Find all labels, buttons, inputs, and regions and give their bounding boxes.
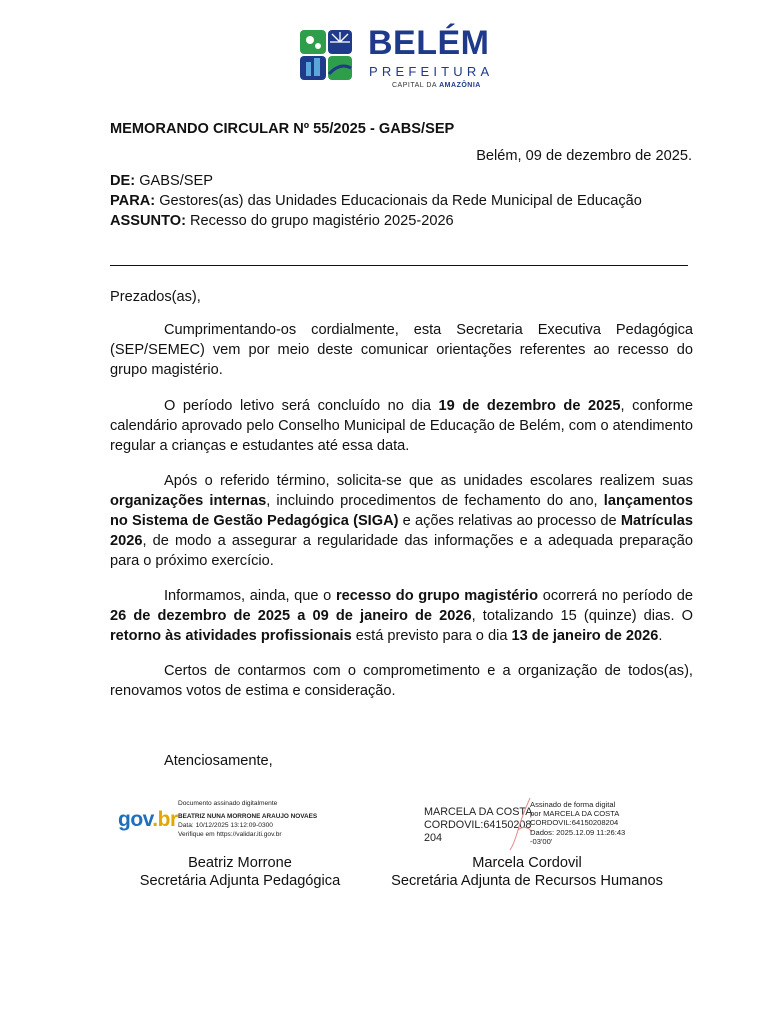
subject-line: ASSUNTO: Recesso do grupo magistério 2025-2026 (110, 213, 454, 229)
greeting: Prezados(as), (110, 289, 201, 305)
signer-1 (110, 854, 370, 890)
paragraph-3: Após o referido término, solicita-se que as unidades escolares realizem suas organizações internas, incluindo procedimentos de fechamento do ano, lançamentos no Sistema de Gestão Pedagógica (SIGA) e ações relativas ao processo de Matrículas 2026, de modo a assegurar a regularidade das informações e a adequada preparação para o próximo exercício. (110, 473, 693, 569)
digital-signature-name: MARCELA DA COSTA CORDOVIL:64150208 204 (424, 806, 533, 844)
closing: Atenciosamente, (164, 753, 273, 769)
place-date: Belém, 09 de dezembro de 2025. (476, 148, 692, 164)
letterhead-subtitle: PREFEITURA (369, 64, 494, 79)
paragraph-4: Informamos, ainda, que o recesso do grupo magistério ocorrerá no período de 26 de dezembro de 2025 a 09 de janeiro de 2026, totalizando 15 (quinze) dias. O retorno às atividades profissionais está previsto para o dia 13 de janeiro de 2026. (110, 588, 694, 644)
paragraph-1: Cumprimentando-os cordialmente, esta Secretaria Executiva Pedagógica (SEP/SEMEC) vem por meio deste comunicar orientações referentes ao recesso do grupo magistério. (110, 322, 693, 378)
letterhead-tagline: CAPITAL DA AMAZÔNIA (392, 82, 481, 89)
govbr-signature-stamp: Documento assinado digitalmente BEATRIZ NUNA MORRONE ARAUJO NOVAES Data: 10/12/2025 13:12:09-0300 Verifique em https://validar.iti.gov.br (178, 800, 318, 838)
from-line: DE: GABS/SEP (110, 173, 214, 189)
signer-2-name: Marcela Cordovil (472, 855, 582, 871)
paragraph-2: O período letivo será concluído no dia 19 de dezembro de 2025, conforme calendário aprovado pelo Conselho Municipal de Educação de Belém, com o atendimento regular a crianças e estudantes até essa data. (110, 398, 693, 454)
digital-signature-info: Assinado de forma digital por MARCELA DA COSTA CORDOVIL:64150208204 Dados: 2025.12.09 11:26:43 -03'00' (530, 800, 626, 846)
signer-1-name: Beatriz Morrone (188, 855, 292, 871)
memo-title: MEMORANDO CIRCULAR Nº 55/2025 - GABS/SEP (110, 121, 455, 137)
signer-2 (372, 854, 682, 890)
signer-1-role: Secretária Adjunta Pedagógica (139, 873, 341, 889)
signer-2-role: Secretária Adjunta de Recursos Humanos (391, 873, 663, 889)
letterhead-city: BELÉM (368, 24, 490, 62)
govbr-logo: gov.br (118, 808, 178, 831)
memo-header-block (110, 171, 642, 231)
to-line: PARA: Gestores(as) das Unidades Educacionais da Rede Municipal de Educação (110, 193, 642, 209)
header-divider (110, 265, 688, 266)
paragraph-5: Certos de contarmos com o comprometimento e a organização de todos(as), renovamos votos de estima e consideração. (110, 663, 693, 699)
